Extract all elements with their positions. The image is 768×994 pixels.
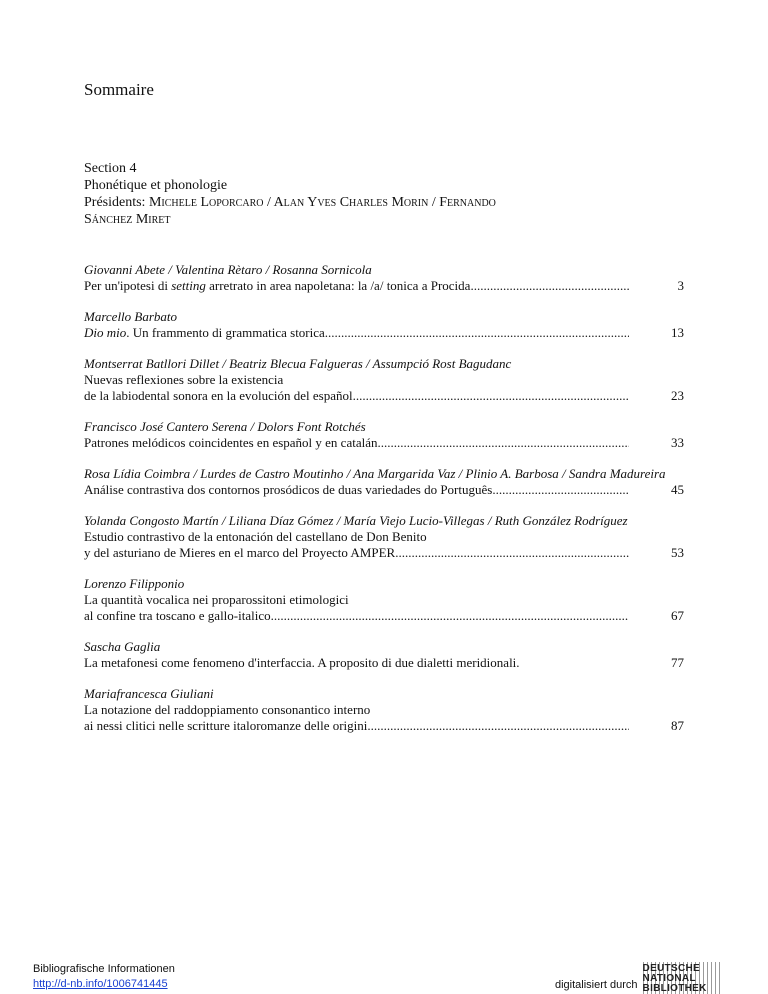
toc-entry[interactable] xyxy=(84,466,684,498)
dot-leader xyxy=(395,545,629,561)
entry-title-text: La metafonesi come fenomeno d'interfaccia. A proposito di due dialetti meridionali. xyxy=(84,655,520,670)
page-number: 87 xyxy=(671,718,684,733)
entry-authors: Yolanda Congosto Martín / Liliana Díaz Gómez / María Viejo Lucio-Villegas / Ruth González Rodríguez xyxy=(84,513,628,528)
toc-entry[interactable] xyxy=(84,576,684,624)
presidents-line xyxy=(84,194,496,211)
entry-authors: Montserrat Batllori Dillet / Beatriz Blecua Falgueras / Assumpció Rost Bagudanc xyxy=(84,356,512,371)
entry-title-text: Per un'ipotesi di setting arretrato in area napoletana: la /a/ tonica a Procida xyxy=(84,278,471,293)
entry-title-text: y del asturiano de Mieres en el marco del Proyecto AMPER xyxy=(84,545,396,560)
page-number: 23 xyxy=(671,388,684,403)
dot-leader xyxy=(492,482,629,498)
entry-authors: Giovanni Abete / Valentina Rètaro / Rosanna Sornicola xyxy=(84,262,372,277)
section-topic: Phonétique et phonologie xyxy=(84,178,228,193)
page-number: 77 xyxy=(671,655,684,670)
entry-title-line xyxy=(84,325,629,341)
logo-text: DEUTSCHE NATIONAL BIBLIOTHEK xyxy=(642,963,707,994)
biblio-label: Bibliografische Informationen xyxy=(33,963,175,975)
page-number: 45 xyxy=(671,482,684,497)
dot-leader xyxy=(470,278,629,294)
toc-entry[interactable] xyxy=(84,309,684,341)
page-title: Sommaire xyxy=(84,80,154,99)
toc-entry[interactable] xyxy=(84,513,684,561)
dot-leader xyxy=(353,388,629,404)
entry-title-line xyxy=(84,608,629,624)
entry-title-text: Dio mio. Un frammento di grammatica storica xyxy=(84,325,325,340)
dot-leader xyxy=(367,718,629,734)
entry-title-text: Análise contrastiva dos contornos prosódicos de duas variedades do Português xyxy=(84,482,493,497)
digitized-by xyxy=(555,962,723,994)
entry-title-line xyxy=(84,482,629,498)
presidents-label: Présidents: xyxy=(84,195,149,210)
entry-authors: Rosa Lídia Coimbra / Lurdes de Castro Moutinho / Ana Margarida Vaz / Plinio A. Barbosa / Sandra Madureira xyxy=(84,466,666,481)
presidents-names: Michele Loporcaro / Alan Yves Charles Morin / Fernando xyxy=(148,195,496,210)
entry-title-line: La quantità vocalica nei proparossitoni etimologici xyxy=(84,592,349,607)
presidents-names-cont: Sánchez Miret xyxy=(84,212,171,227)
entry-authors: Sascha Gaglia xyxy=(84,639,161,654)
entry-authors: Lorenzo Filipponio xyxy=(84,576,185,591)
toc-entry[interactable] xyxy=(84,262,684,294)
dot-leader xyxy=(377,435,629,451)
page-number: 13 xyxy=(671,325,684,340)
entry-title-line: La notazione del raddoppiamento consonantico interno xyxy=(84,702,371,717)
toc-entry[interactable] xyxy=(84,419,684,451)
entry-title-line xyxy=(84,388,629,404)
page-number: 67 xyxy=(671,608,684,623)
toc-entry[interactable] xyxy=(84,639,684,671)
entry-title-line: Estudio contrastivo de la entonación del castellano de Don Benito xyxy=(84,529,427,544)
digitized-label: digitalisiert durch xyxy=(555,979,638,991)
entry-title-line xyxy=(84,718,629,734)
entry-authors: Marcello Barbato xyxy=(84,309,178,324)
entry-title-line xyxy=(84,435,629,451)
page-number: 33 xyxy=(671,435,684,450)
table-of-contents xyxy=(84,262,684,749)
toc-entry[interactable] xyxy=(84,356,684,404)
biblio-link[interactable]: http://d-nb.info/1006741445 xyxy=(33,978,168,990)
dot-leader xyxy=(325,325,629,341)
section-number: Section 4 xyxy=(84,161,137,176)
entry-title-line xyxy=(84,545,629,561)
dot-leader xyxy=(271,608,629,624)
page-number: 3 xyxy=(677,278,684,293)
entry-authors: Mariafrancesca Giuliani xyxy=(84,686,214,701)
entry-title-text: al confine tra toscano e gallo-italico xyxy=(84,608,271,623)
bibliographic-info xyxy=(33,962,175,992)
page-number: 53 xyxy=(671,545,684,560)
entry-authors: Francisco José Cantero Serena / Dolors Font Rotchés xyxy=(84,419,366,434)
entry-title-line xyxy=(84,278,629,294)
dnb-logo-icon xyxy=(643,962,723,994)
entry-title-line xyxy=(84,655,629,671)
entry-title-text: ai nessi clitici nelle scritture italoromanze delle origini xyxy=(84,718,368,733)
section-header xyxy=(84,160,496,228)
entry-title-text: de la labiodental sonora en la evolución del español xyxy=(84,388,353,403)
entry-title-text: Patrones melódicos coincidentes en español y en catalán xyxy=(84,435,378,450)
entry-title-line: Nuevas reflexiones sobre la existencia xyxy=(84,372,284,387)
toc-entry[interactable] xyxy=(84,686,684,734)
